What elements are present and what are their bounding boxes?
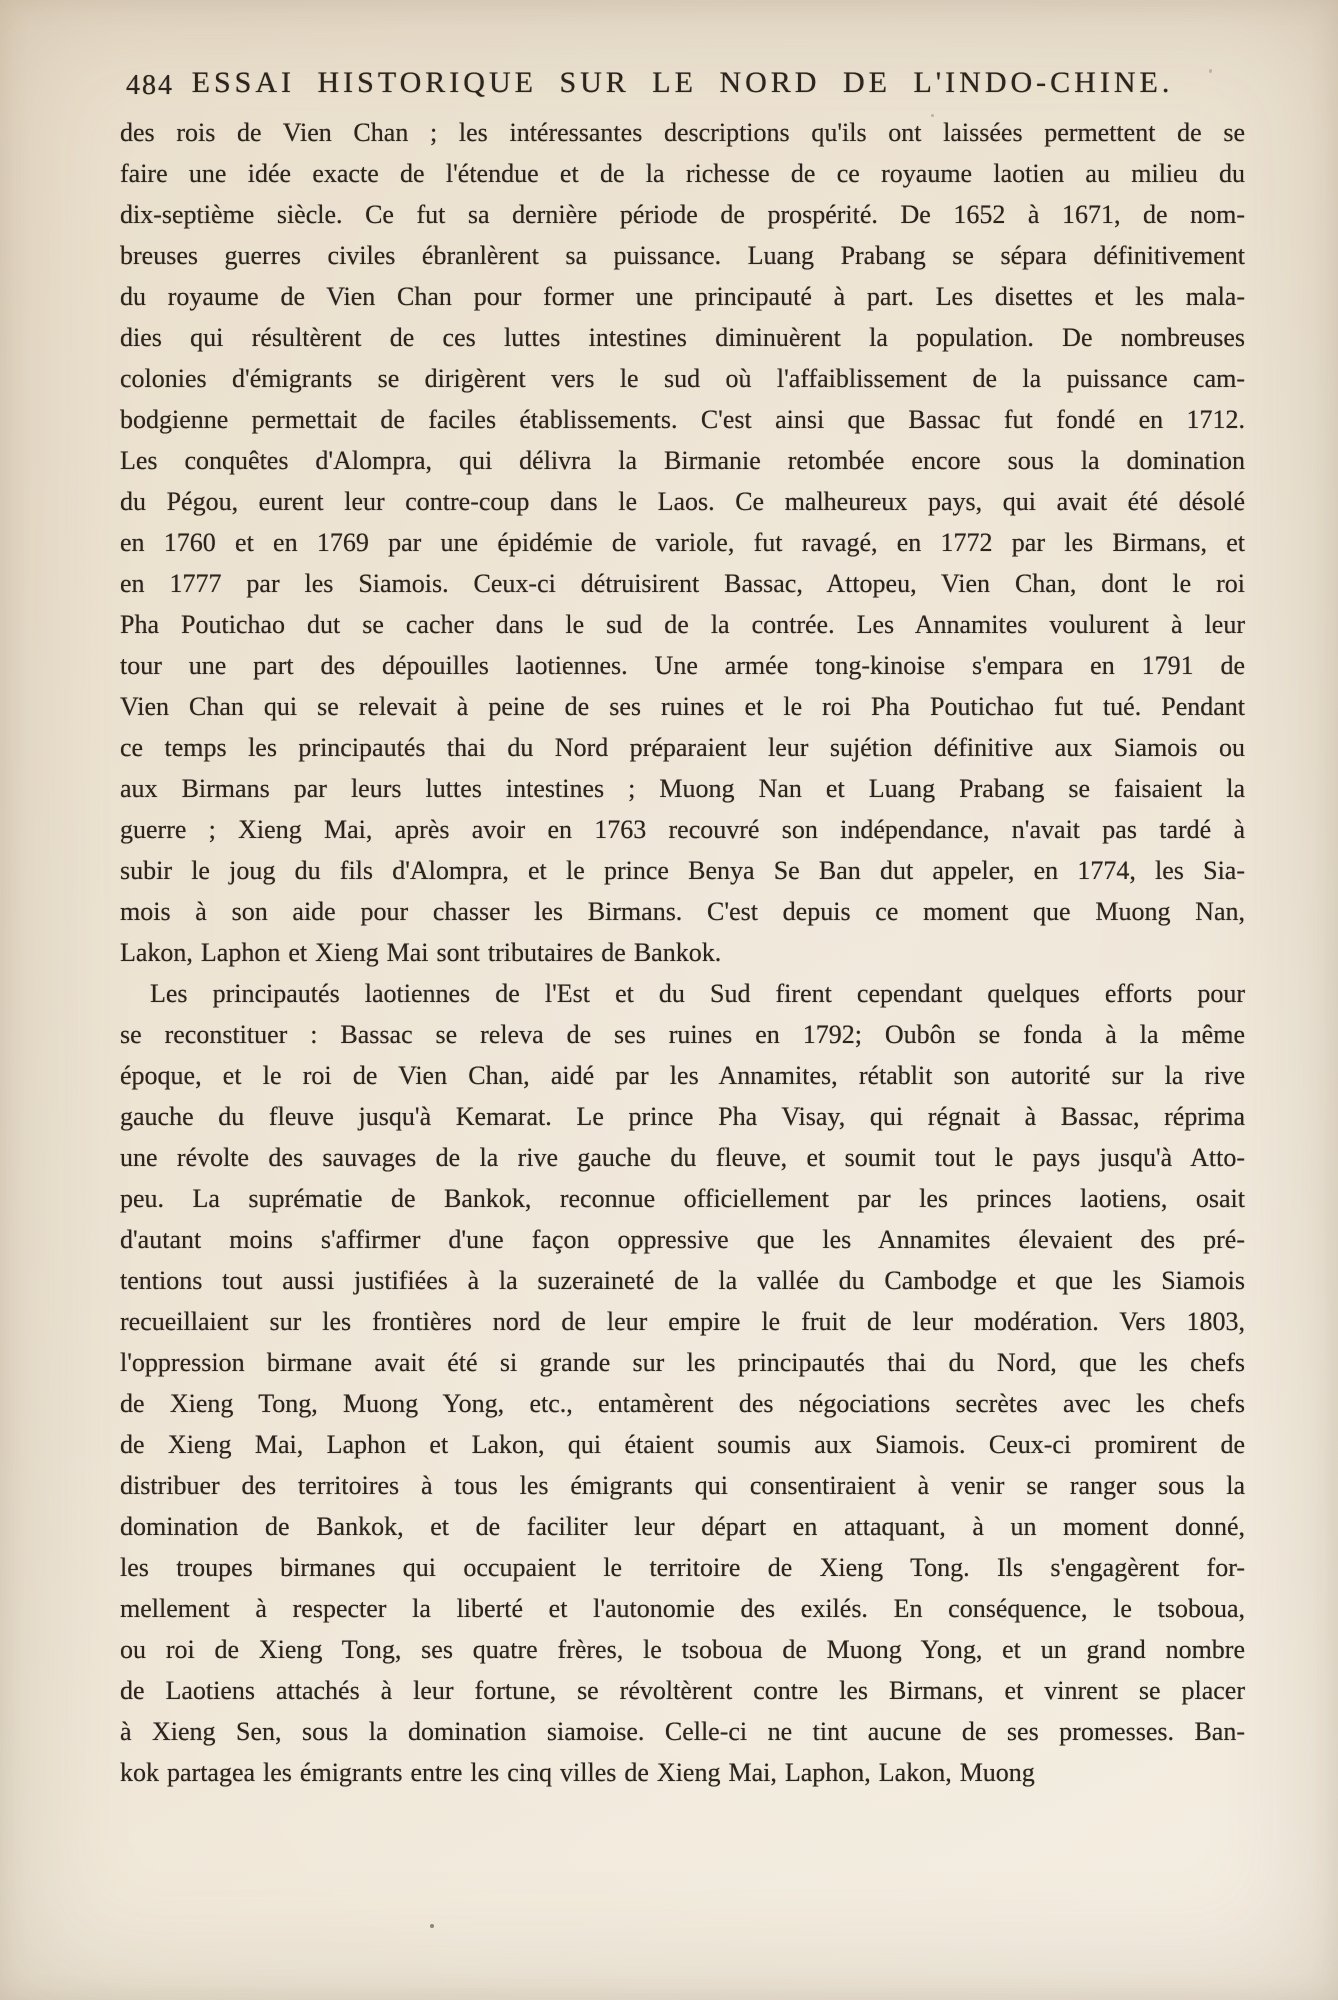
paragraph	[120, 973, 1245, 1793]
text-line: colonies d'émigrants se dirigèrent vers le sud où l'affaiblissement de la puissance cam-	[120, 364, 1245, 393]
text-line: peu. La suprématie de Bankok, reconnue officiellement par les princes laotiens, osait	[120, 1184, 1245, 1213]
text-line: de Laotiens attachés à leur fortune, se révoltèrent contre les Birmans, et vinrent se placer	[120, 1676, 1245, 1705]
text-line: des rois de Vien Chan ; les intéressantes descriptions qu'ils ont laissées permettent de se	[120, 118, 1245, 147]
text-line: gauche du fleuve jusqu'à Kemarat. Le prince Pha Visay, qui régnait à Bassac, réprima	[120, 1102, 1245, 1131]
text-line: dies qui résultèrent de ces luttes intestines diminuèrent la population. De nombreuses	[120, 323, 1245, 352]
text-line: recueillaient sur les frontières nord de leur empire le fruit de leur modération. Vers 1803,	[120, 1307, 1245, 1336]
text-line: bodgienne permettait de faciles établissements. C'est ainsi que Bassac fut fondé en 1712.	[120, 405, 1245, 434]
text-line: mellement à respecter la liberté et l'autonomie des exilés. En conséquence, le tsoboua,	[120, 1594, 1245, 1623]
text-line: mois à son aide pour chasser les Birmans. C'est depuis ce moment que Muong Nan,	[120, 897, 1245, 926]
text-line: les troupes birmanes qui occupaient le territoire de Xieng Tong. Ils s'engagèrent for-	[120, 1553, 1245, 1582]
text-line: Pha Poutichao dut se cacher dans le sud de la contrée. Les Annamites voulurent à leur	[120, 610, 1245, 639]
text-line: en 1777 par les Siamois. Ceux-ci détruisirent Bassac, Attopeu, Vien Chan, dont le roi	[120, 569, 1245, 598]
text-line: Vien Chan qui se relevait à peine de ses ruines et le roi Pha Poutichao fut tué. Pendant	[120, 692, 1245, 721]
text-line: subir le joug du fils d'Alompra, et le prince Benya Se Ban dut appeler, en 1774, les Sia-	[120, 856, 1245, 885]
text-line: époque, et le roi de Vien Chan, aidé par les Annamites, rétablit son autorité sur la rive	[120, 1061, 1245, 1090]
text-line: Les conquêtes d'Alompra, qui délivra la Birmanie retombée encore sous la domination	[120, 446, 1245, 475]
text-line: dix-septième siècle. Ce fut sa dernière période de prospérité. De 1652 à 1671, de nom-	[120, 200, 1245, 229]
text-line: d'autant moins s'affirmer d'une façon oppressive que les Annamites élevaient des pré-	[120, 1225, 1245, 1254]
text-line: guerre ; Xieng Mai, après avoir en 1763 recouvré son indépendance, n'avait pas tardé à	[120, 815, 1245, 844]
header-title: ESSAI HISTORIQUE SUR LE NORD DE L'INDO-CHINE.	[191, 66, 1174, 99]
text-line: Lakon, Laphon et Xieng Mai sont tributaires de Bankok.	[120, 938, 722, 967]
text-line: du Pégou, eurent leur contre-coup dans le Laos. Ce malheureux pays, qui avait été désolé	[120, 487, 1245, 516]
text-line: Les principautés laotiennes de l'Est et du Sud firent cependant quelques efforts pour	[150, 979, 1245, 1008]
text-line: de Xieng Mai, Laphon et Lakon, qui étaient soumis aux Siamois. Ceux-ci promirent de	[120, 1430, 1245, 1459]
running-header	[120, 66, 1245, 106]
text-line: ce temps les principautés thai du Nord préparaient leur sujétion définitive aux Siamois ou	[120, 733, 1245, 762]
text-line: aux Birmans par leurs luttes intestines ; Muong Nan et Luang Prabang se faisaient la	[120, 774, 1245, 803]
text-line: domination de Bankok, et de faciliter leur départ en attaquant, à un moment donné,	[120, 1512, 1245, 1541]
text-line: de Xieng Tong, Muong Yong, etc., entamèrent des négociations secrètes avec les chefs	[120, 1389, 1245, 1418]
text-line: kok partagea les émigrants entre les cinq villes de Xieng Mai, Laphon, Lakon, Muong	[120, 1758, 1035, 1787]
text-line: ou roi de Xieng Tong, ses quatre frères, le tsoboua de Muong Yong, et un grand nombre	[120, 1635, 1245, 1664]
text-line: une révolte des sauvages de la rive gauche du fleuve, et soumit tout le pays jusqu'à Atto-	[120, 1143, 1245, 1172]
text-line: du royaume de Vien Chan pour former une principauté à part. Les disettes et les mala-	[120, 282, 1245, 311]
text-block	[120, 112, 1245, 1793]
page-number: 484	[126, 70, 174, 101]
text-line: l'oppression birmane avait été si grande sur les principautés thai du Nord, que les chefs	[120, 1348, 1245, 1377]
text-line: tour une part des dépouilles laotiennes. Une armée tong-kinoise s'empara en 1791 de	[120, 651, 1245, 680]
text-line: breuses guerres civiles ébranlèrent sa puissance. Luang Prabang se sépara définitivement	[120, 241, 1245, 270]
text-line: se reconstituer : Bassac se releva de ses ruines en 1792; Oubôn se fonda à la même	[120, 1020, 1245, 1049]
text-line: distribuer des territoires à tous les émigrants qui consentiraient à venir se ranger sous la	[120, 1471, 1245, 1500]
text-line: à Xieng Sen, sous la domination siamoise. Celle-ci ne tint aucune de ses promesses. Ban-	[120, 1717, 1245, 1746]
paragraph	[120, 112, 1245, 973]
text-line: faire une idée exacte de l'étendue et de la richesse de ce royaume laotien au milieu du	[120, 159, 1245, 188]
text-line: tentions tout aussi justifiées à la suzeraineté de la vallée du Cambodge et que les Siamois	[120, 1266, 1245, 1295]
text-line: en 1760 et en 1769 par une épidémie de variole, fut ravagé, en 1772 par les Birmans, et	[120, 528, 1245, 557]
paper-speck	[430, 1924, 434, 1928]
